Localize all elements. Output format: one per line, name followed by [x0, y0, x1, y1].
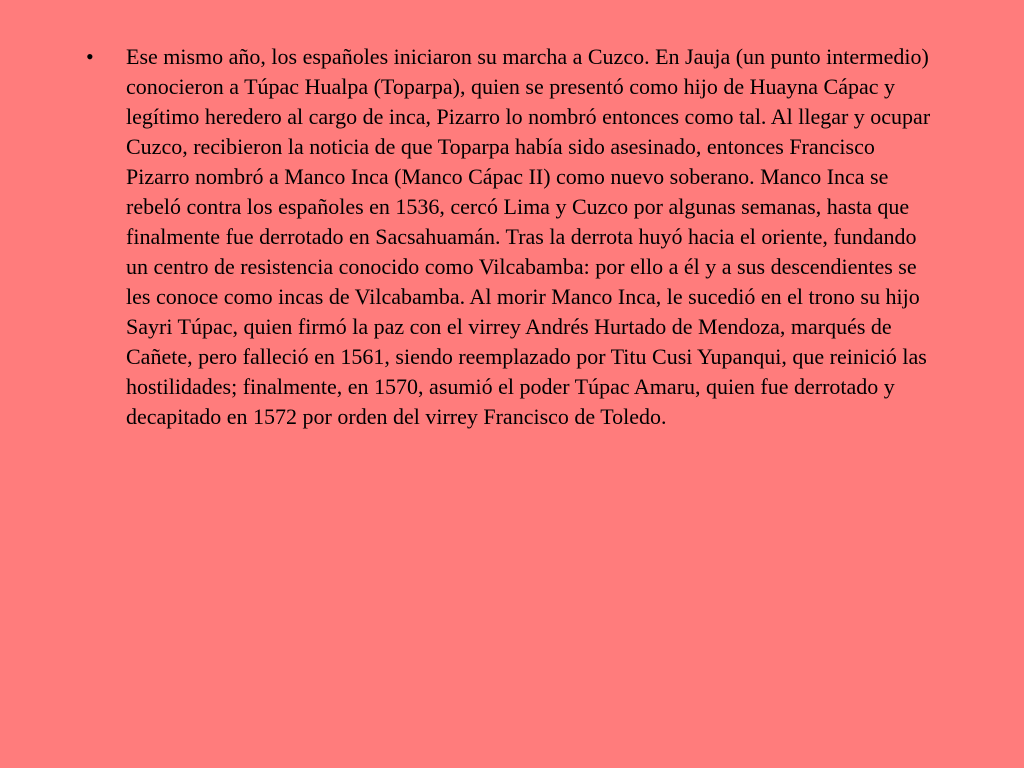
bullet-item	[86, 42, 966, 432]
bullet-marker: •	[86, 44, 94, 69]
bullet-text: Ese mismo año, los españoles iniciaron su marcha a Cuzco. En Jauja (un punto intermedio) conocieron a Túpac Hualpa (Toparpa), quien se presentó como hijo de Huayna Cápac y legítimo heredero al cargo de inca, Pizarro lo nombró entonces como tal. Al llegar y ocupar Cuzco, recibieron la noticia de que Toparpa había sido asesinado, entonces Francisco Pizarro nombró a Manco Inca (Manco Cápac II) como nuevo soberano. Manco Inca se rebeló contra los españoles en 1536, cercó Lima y Cuzco por algunas semanas, hasta que finalmente fue derrotado en Sacsahuamán. Tras la derrota huyó hacia el oriente, fundando un centro de resistencia conocido como Vilcabamba: por ello a él y a sus descendientes se les conoce como incas de Vilcabamba. Al morir Manco Inca, le sucedió en el trono su hijo Sayri Túpac, quien firmó la paz con el virrey Andrés Hurtado de Mendoza, marqués de Cañete, pero falleció en 1561, siendo reemplazado por Titu Cusi Yupanqui, que reinició las hostilidades; finalmente, en 1570, asumió el poder Túpac Amaru, quien fue derrotado y decapitado en 1572 por orden del virrey Francisco de Toledo.	[126, 44, 931, 429]
